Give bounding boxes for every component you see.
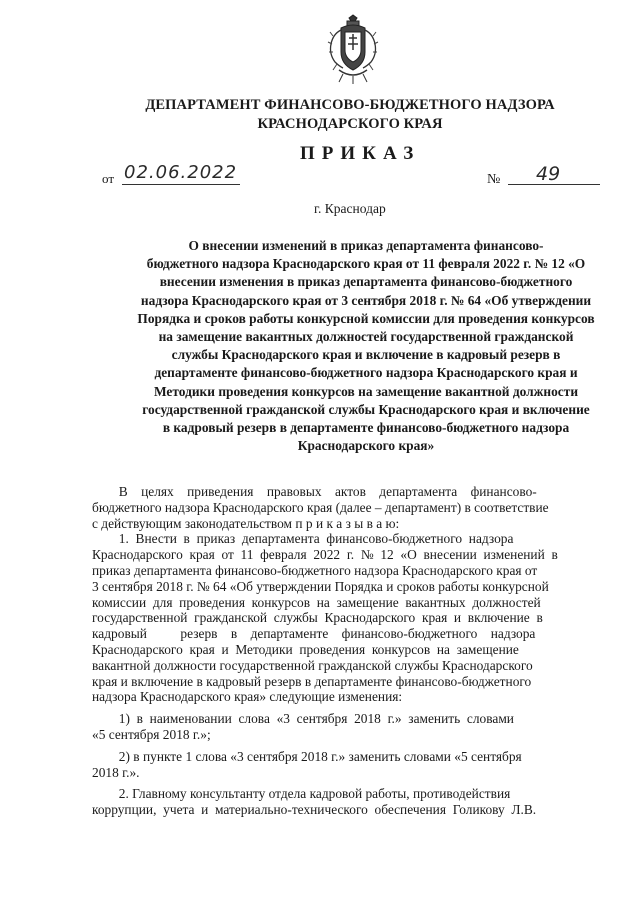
document-type-title: ПРИКАЗ xyxy=(300,143,421,164)
text-line: приказ департамента финансово-бюджетного надзора Краснодарского края от xyxy=(92,562,538,578)
text-line: кадровый резерв в департаменте финансово-бюджетного надзора xyxy=(92,626,536,642)
text-line: О внесении изменений в приказ департамента финансово- xyxy=(188,238,544,253)
text-line: государственной гражданской службы Краснодарского края и включение в xyxy=(92,610,543,626)
text-line: комиссии для проведения конкурсов на замещение вакантных должностей xyxy=(92,594,541,610)
text-line: в кадровый резерв в департаменте финансово-бюджетного надзора xyxy=(162,420,570,436)
order-body xyxy=(92,484,620,818)
text-line: 2018 г.». xyxy=(92,764,140,780)
text-line: 3 сентября 2018 г. № 64 «Об утверждении Порядка и сроков работы конкурсной xyxy=(92,578,549,594)
department-name-line-1: ДЕПАРТАМЕНТ ФИНАНСОВО-БЮДЖЕТНОГО НАДЗОРА xyxy=(145,97,555,113)
text-line: бюджетного надзора Краснодарского края (далее – департамент) в соответствие xyxy=(92,499,549,515)
text-line: края и включение в кадровый резерв в департаменте финансово-бюджетного xyxy=(92,673,532,689)
text-line: государственной гражданской службы Краснодарского края и включение xyxy=(142,401,590,417)
text-line: 2. Главному консультанту отдела кадровой работы, противодействия xyxy=(92,786,511,802)
text-line: Краснодарского края и Методики проведения конкурсов на замещение xyxy=(92,641,519,657)
city-name: г. Краснодар xyxy=(314,201,386,216)
order-number-handwritten: 49 xyxy=(508,163,600,185)
number-prefix: № xyxy=(487,172,501,187)
krasnodar-coat-of-arms-emblem xyxy=(327,14,379,86)
text-line: В целях приведения правовых актов департамента финансово- xyxy=(92,484,537,499)
text-line: Краснодарского края от 11 февраля 2022 г. № 12 «О внесении изменений в xyxy=(92,547,558,563)
paragraph-item-1-subitem-2 xyxy=(92,749,620,781)
paragraph-intro xyxy=(92,484,620,531)
text-line: 1) в наименовании слова «3 сентября 2018 г.» заменить словами xyxy=(92,711,514,727)
text-line: Порядка и сроков работы конкурсной комиссии для проведения конкурсов xyxy=(137,310,595,326)
text-line: департаменте финансово-бюджетного надзора Краснодарского края и xyxy=(154,365,578,381)
date-prefix: от xyxy=(102,171,115,186)
paragraph-item-1 xyxy=(92,531,620,705)
order-date-handwritten: 02.06.2022 xyxy=(122,162,240,185)
paragraph-item-1-subitem-1 xyxy=(92,711,620,743)
text-line: внесении изменения в приказ департамента финансово-бюджетного xyxy=(159,274,573,290)
text-line: службы Краснодарского края и включение в кадровый резерв в xyxy=(171,347,561,363)
text-line: коррупции, учета и материально-технического обеспечения Голикову Л.В. xyxy=(92,802,537,818)
text-line: «5 сентября 2018 г.»; xyxy=(92,726,211,742)
order-subject-heading xyxy=(110,237,622,455)
text-line: 2) в пункте 1 слова «3 сентября 2018 г.» заменить словами «5 сентября xyxy=(92,748,522,764)
department-name-line-2: КРАСНОДАРСКОГО КРАЯ xyxy=(257,116,443,132)
text-line: вакантной должности государственной гражданской службы Краснодарского xyxy=(92,657,533,673)
text-line: надзора Краснодарского края от 3 сентября 2018 г. № 64 «Об утверждении xyxy=(140,292,592,308)
text-line: надзора Краснодарского края» следующие изменения: xyxy=(92,689,403,705)
text-line: бюджетного надзора Краснодарского края от 11 февраля 2022 г. № 12 «О xyxy=(146,256,586,272)
text-line: на замещение вакантных должностей государственной гражданской xyxy=(158,329,574,345)
text-line: Методики проведения конкурсов на замещение вакантной должности xyxy=(153,383,579,399)
department-name xyxy=(120,96,580,134)
text-line: с действующим законодательством п р и к а з ы в а ю: xyxy=(92,515,400,531)
text-line: 1. Внести в приказ департамента финансово-бюджетного надзора xyxy=(92,531,514,547)
text-line: Краснодарского края» xyxy=(297,438,435,454)
paragraph-item-2 xyxy=(92,786,620,818)
